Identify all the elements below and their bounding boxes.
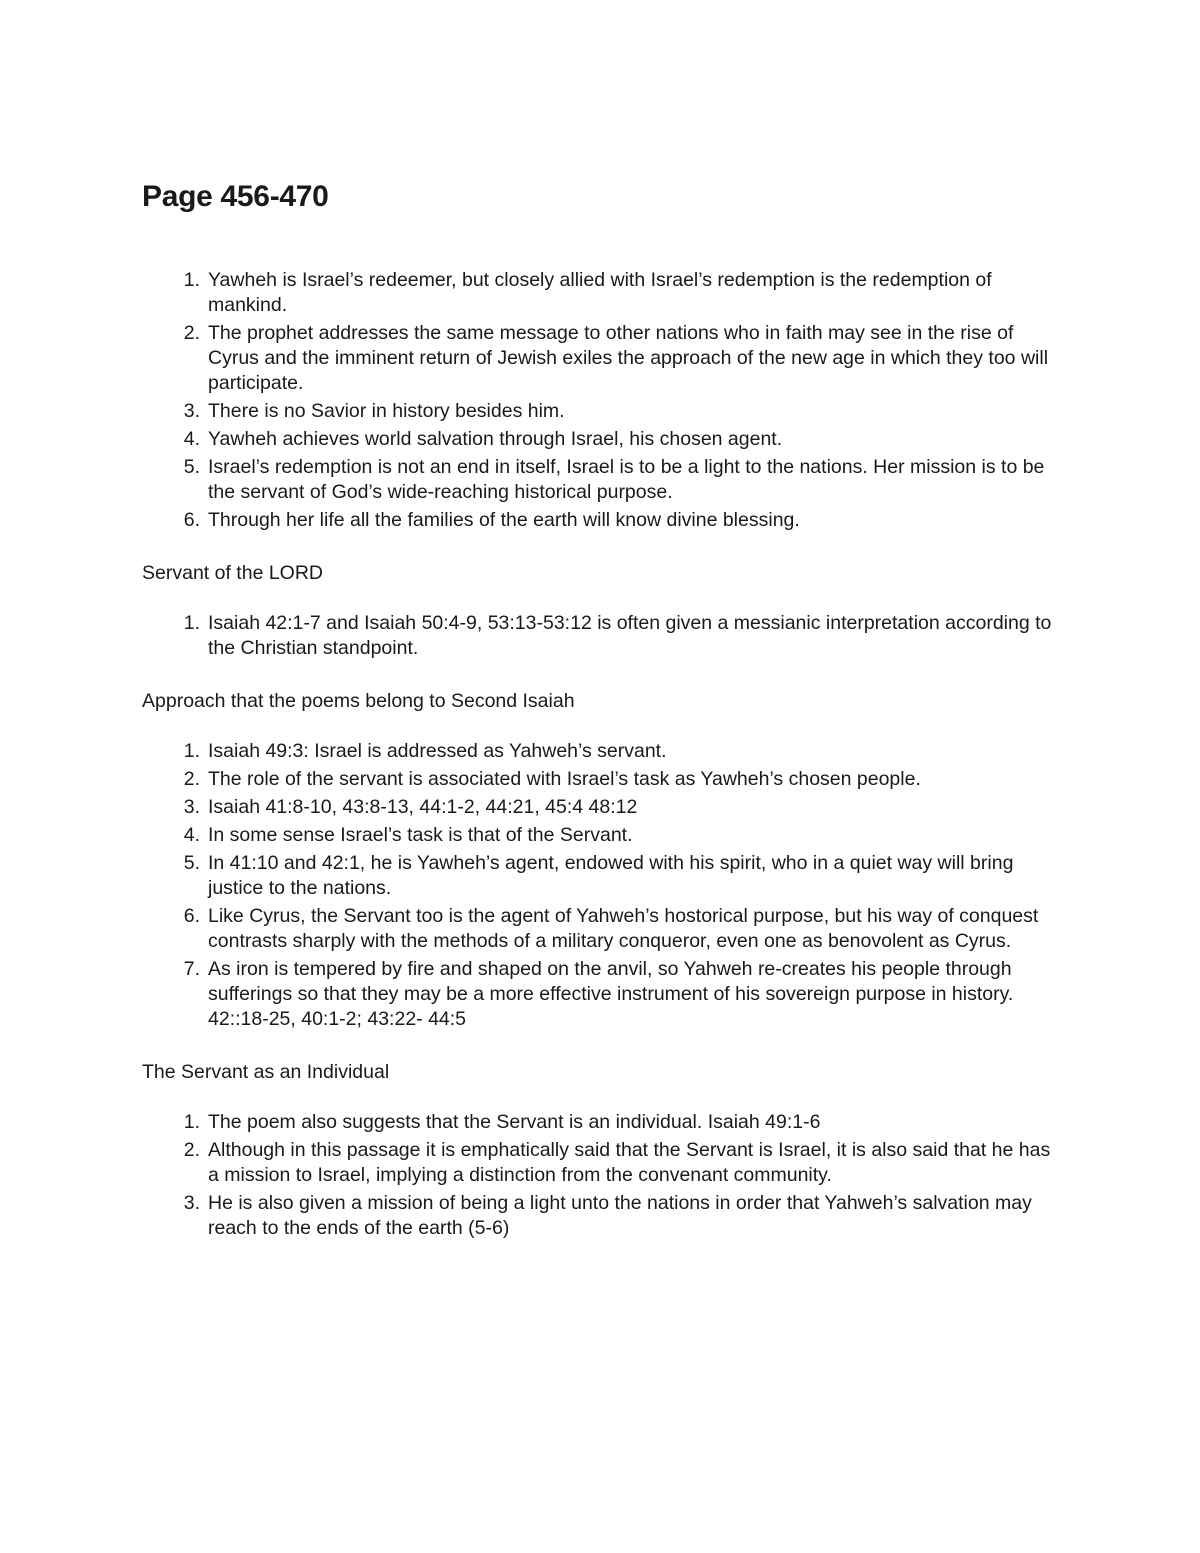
list-item bbox=[142, 508, 1062, 536]
list-item-text: Isaiah 49:3: Israel is addressed as Yahweh’s servant. bbox=[208, 740, 667, 762]
list-item-text: There is no Savior in history besides him. bbox=[208, 400, 565, 422]
list-item-number: 4. bbox=[183, 428, 200, 450]
list-item bbox=[142, 795, 1062, 823]
list-item-number: 2. bbox=[183, 1139, 200, 1161]
numbered-list bbox=[142, 268, 1062, 536]
page-title: Page 456-470 bbox=[142, 180, 329, 213]
list-item bbox=[142, 455, 1062, 508]
section bbox=[142, 689, 1062, 1035]
list-item bbox=[142, 957, 1062, 1035]
list-item-number: 7. bbox=[183, 958, 200, 980]
list-item bbox=[142, 611, 1062, 664]
list-item bbox=[142, 851, 1062, 904]
list-item bbox=[142, 1191, 1062, 1244]
list-item-number: 4. bbox=[183, 824, 200, 846]
list-item-number: 3. bbox=[183, 796, 200, 818]
list-item-text: The prophet addresses the same message to other nations who in faith may see in the rise of Cyrus and the imminent return of Jewish exiles the approach of the new age in which they too will participate. bbox=[208, 322, 1049, 394]
document-body bbox=[142, 268, 1062, 1244]
list-item-text: The poem also suggests that the Servant is an individual. Isaiah 49:1-6 bbox=[208, 1111, 821, 1133]
list-item-number: 1. bbox=[183, 269, 200, 291]
list-item-text: Like Cyrus, the Servant too is the agent of Yahweh’s hostorical purpose, but his way of conquest contrasts sharply with the methods of a military conqueror, even one as benovolent as Cyrus. bbox=[208, 905, 1039, 952]
list-item-number: 1. bbox=[183, 1111, 200, 1133]
list-item bbox=[142, 268, 1062, 321]
numbered-list bbox=[142, 1110, 1062, 1244]
list-item bbox=[142, 321, 1062, 399]
section-heading: Servant of the LORD bbox=[142, 562, 324, 584]
list-item bbox=[142, 823, 1062, 851]
list-item bbox=[142, 1138, 1062, 1191]
list-item-number: 5. bbox=[183, 852, 200, 874]
list-item-text: The role of the servant is associated with Israel’s task as Yawheh’s chosen people. bbox=[208, 768, 921, 790]
list-item-number: 3. bbox=[183, 1192, 200, 1214]
list-item-text: Isaiah 42:1-7 and Isaiah 50:4-9, 53:13-53:12 is often given a messianic interpretation according to the Christian standpoint. bbox=[208, 612, 1052, 659]
section-heading: The Servant as an Individual bbox=[142, 1061, 390, 1083]
section bbox=[142, 268, 1062, 536]
list-item-text: In 41:10 and 42:1, he is Yawheh’s agent, endowed with his spirit, who in a quiet way will bring justice to the nations. bbox=[208, 852, 1014, 899]
list-item-number: 6. bbox=[183, 509, 200, 531]
list-item-text: He is also given a mission of being a light unto the nations in order that Yahweh’s salvation may reach to the ends of the earth (5-6) bbox=[208, 1192, 1032, 1239]
list-item bbox=[142, 767, 1062, 795]
section-heading: Approach that the poems belong to Second Isaiah bbox=[142, 690, 575, 712]
numbered-list bbox=[142, 611, 1062, 664]
list-item bbox=[142, 904, 1062, 957]
list-item-text: Yawheh is Israel’s redeemer, but closely allied with Israel’s redemption is the redemption of mankind. bbox=[208, 269, 992, 316]
document-page bbox=[142, 178, 1062, 1269]
list-item-text: Through her life all the families of the earth will know divine blessing. bbox=[208, 509, 800, 531]
list-item-text: Israel’s redemption is not an end in itself, Israel is to be a light to the nations. Her mission is to be the servant of God’s wide-reaching historical purpose. bbox=[208, 456, 1045, 503]
list-item-number: 1. bbox=[183, 612, 200, 634]
list-item-text: Although in this passage it is emphatically said that the Servant is Israel, it is also said that he has a mission to Israel, implying a distinction from the convenant community. bbox=[208, 1139, 1051, 1186]
list-item bbox=[142, 399, 1062, 427]
list-item-text: As iron is tempered by fire and shaped on the anvil, so Yahweh re-creates his people through sufferings so that they may be a more effective instrument of his sovereign purpose in history. 42::18-25, 40:1-2; 43:22- 44:5 bbox=[208, 958, 1014, 1030]
list-item-number: 2. bbox=[183, 322, 200, 344]
list-item-number: 1. bbox=[183, 740, 200, 762]
list-item bbox=[142, 427, 1062, 455]
list-item-number: 6. bbox=[183, 905, 200, 927]
list-item-number: 3. bbox=[183, 400, 200, 422]
numbered-list bbox=[142, 739, 1062, 1035]
list-item-number: 5. bbox=[183, 456, 200, 478]
section bbox=[142, 1060, 1062, 1244]
list-item bbox=[142, 1110, 1062, 1138]
list-item-number: 2. bbox=[183, 768, 200, 790]
list-item-text: Isaiah 41:8-10, 43:8-13, 44:1-2, 44:21, 45:4 48:12 bbox=[208, 796, 638, 818]
list-item-text: In some sense Israel’s task is that of the Servant. bbox=[208, 824, 633, 846]
list-item bbox=[142, 739, 1062, 767]
section bbox=[142, 561, 1062, 664]
list-item-text: Yawheh achieves world salvation through Israel, his chosen agent. bbox=[208, 428, 783, 450]
